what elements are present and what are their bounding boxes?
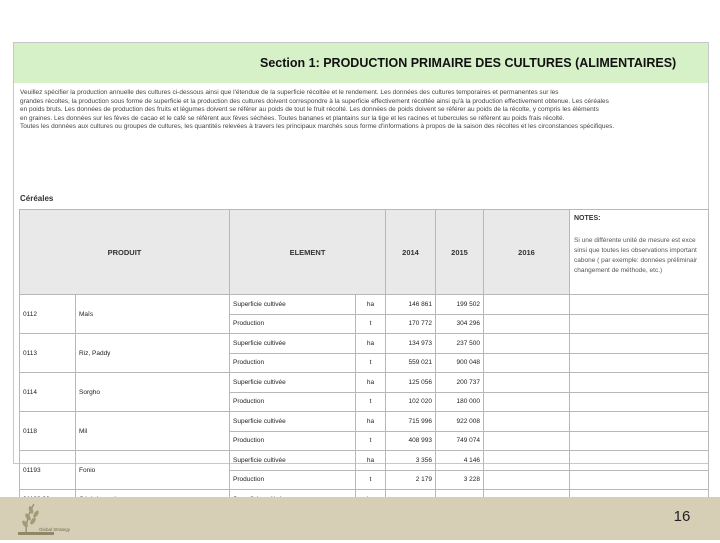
note-cell[interactable] — [570, 470, 709, 490]
note-cell[interactable] — [570, 373, 709, 393]
note-cell[interactable] — [570, 412, 709, 432]
product-name-cell: Maïs — [76, 295, 230, 334]
note-cell[interactable] — [570, 392, 709, 412]
production-table — [19, 209, 709, 510]
value-2016-cell[interactable] — [484, 470, 570, 490]
intro-line: Toutes les données aux cultures ou groupes de cultures, les quantités relevées à travers les principaux marchés sous forme d'informations à propos de la saison des récoltes et les circonstances spécifiques. — [20, 123, 615, 131]
product-code-cell: 0114 — [20, 373, 76, 412]
note-cell[interactable] — [570, 353, 709, 373]
value-2015-cell[interactable]: 200 737 — [436, 373, 484, 393]
element-cell[interactable]: Superficie cultivée — [230, 334, 356, 354]
element-cell[interactable]: Production — [230, 314, 356, 334]
intro-line: Veuillez spécifier la production annuelle des cultures ci-dessous ainsi que l'étendue de la superficie récoltée et le rendement. Les données des cultures temporaires et permanentes sur les — [20, 89, 559, 96]
value-2015-cell[interactable]: 922 008 — [436, 412, 484, 432]
unit-cell[interactable]: ha — [356, 451, 386, 471]
product-name-cell: Mil — [76, 412, 230, 451]
header-element: ELEMENT — [230, 210, 386, 295]
value-2014-cell[interactable]: 408 993 — [386, 431, 436, 451]
note-cell[interactable] — [570, 295, 709, 315]
product-code-cell: 0113 — [20, 334, 76, 373]
category-title: Céréales — [20, 194, 54, 203]
value-2014-cell[interactable]: 2 179 — [386, 470, 436, 490]
unit-cell[interactable]: t — [356, 431, 386, 451]
value-2016-cell[interactable] — [484, 334, 570, 354]
value-2016-cell[interactable] — [484, 373, 570, 393]
header-product: PRODUIT — [20, 210, 230, 295]
value-2015-cell[interactable]: 3 228 — [436, 470, 484, 490]
footer-band — [0, 497, 720, 540]
unit-cell[interactable]: t — [356, 392, 386, 412]
value-2015-cell[interactable]: 237 500 — [436, 334, 484, 354]
intro-line: grandes récoltes, la production sous forme de superficie et la production des cultures doivent correspondre à la superficie effectivement récoltée ainsi qu'à la production effectivement obtenue. Les céréales — [20, 97, 609, 105]
value-2014-cell[interactable]: 715 996 — [386, 412, 436, 432]
element-cell[interactable]: Superficie cultivée — [230, 412, 356, 432]
element-cell[interactable]: Superficie cultivée — [230, 373, 356, 393]
value-2014-cell[interactable]: 146 861 — [386, 295, 436, 315]
table-row — [20, 412, 709, 432]
product-code-cell: 01193 — [20, 451, 76, 490]
value-2016-cell[interactable] — [484, 451, 570, 471]
note-cell[interactable] — [570, 334, 709, 354]
logo-caption: Global Strategy — [39, 527, 71, 532]
unit-cell[interactable]: ha — [356, 373, 386, 393]
page-number: 16 — [673, 508, 691, 525]
value-2015-cell[interactable]: 749 074 — [436, 431, 484, 451]
note-cell[interactable] — [570, 431, 709, 451]
unit-cell[interactable]: t — [356, 353, 386, 373]
section-header-band — [14, 43, 708, 83]
notes-text: Si une différente unité de mesure est exce sinsi que toutes les observations important cabone ( par exemple: données préliminair changement de méthode, etc.) — [574, 237, 698, 274]
note-cell[interactable] — [570, 314, 709, 334]
header-year-2016: 2016 — [484, 210, 570, 295]
product-code-cell: 0112 — [20, 295, 76, 334]
header-year-2015: 2015 — [436, 210, 484, 295]
unit-cell[interactable]: t — [356, 314, 386, 334]
header-year-2014: 2014 — [386, 210, 436, 295]
spreadsheet-page — [13, 42, 709, 484]
wheat-logo-icon — [12, 500, 71, 538]
table-row — [20, 451, 709, 471]
value-2014-cell[interactable]: 125 056 — [386, 373, 436, 393]
element-cell[interactable]: Superficie cultivée — [230, 295, 356, 315]
product-code-cell: 0118 — [20, 412, 76, 451]
unit-cell[interactable]: ha — [356, 334, 386, 354]
element-cell[interactable]: Production — [230, 353, 356, 373]
note-cell[interactable] — [570, 451, 709, 471]
value-2016-cell[interactable] — [484, 353, 570, 373]
value-2016-cell[interactable] — [484, 295, 570, 315]
value-2014-cell[interactable]: 559 021 — [386, 353, 436, 373]
table-row — [20, 334, 709, 354]
table-body — [20, 295, 709, 510]
intro-line: en graines. Les données sur les fèves de cacao et le café se réfèrent aux fèves séchées. Toutes bananes et plantains sur la tige et les racines et tubercules se réfèrent au poids frais récolté. — [20, 114, 565, 122]
value-2014-cell[interactable]: 170 772 — [386, 314, 436, 334]
value-2016-cell[interactable] — [484, 392, 570, 412]
product-name-cell: Riz, Paddy — [76, 334, 230, 373]
element-cell[interactable]: Production — [230, 470, 356, 490]
value-2015-cell[interactable]: 199 502 — [436, 295, 484, 315]
unit-cell[interactable]: ha — [356, 412, 386, 432]
value-2015-cell[interactable]: 180 000 — [436, 392, 484, 412]
value-2015-cell[interactable]: 4 146 — [436, 451, 484, 471]
table-row — [20, 295, 709, 315]
table-header-row — [20, 210, 709, 295]
product-name-cell: Fonio — [76, 451, 230, 490]
element-cell[interactable]: Production — [230, 431, 356, 451]
value-2016-cell[interactable] — [484, 314, 570, 334]
element-cell[interactable]: Superficie cultivée — [230, 451, 356, 471]
intro-instructions — [20, 89, 710, 187]
notes-title: NOTES: — [574, 215, 601, 222]
element-cell[interactable]: Production — [230, 392, 356, 412]
product-name-cell: Sorgho — [76, 373, 230, 412]
unit-cell[interactable]: ha — [356, 295, 386, 315]
value-2015-cell[interactable]: 304 296 — [436, 314, 484, 334]
value-2015-cell[interactable]: 900 048 — [436, 353, 484, 373]
header-notes — [570, 210, 709, 295]
value-2016-cell[interactable] — [484, 412, 570, 432]
value-2016-cell[interactable] — [484, 431, 570, 451]
section-title: Section 1: PRODUCTION PRIMAIRE DES CULTURES (ALIMENTAIRES) — [260, 56, 677, 70]
value-2014-cell[interactable]: 3 356 — [386, 451, 436, 471]
table-row — [20, 373, 709, 393]
unit-cell[interactable]: t — [356, 470, 386, 490]
value-2014-cell[interactable]: 134 973 — [386, 334, 436, 354]
value-2014-cell[interactable]: 102 020 — [386, 392, 436, 412]
intro-line: en poids bruts. Les données de production des fruits et légumes doivent se référer au poids de tout le fruit récolté. Les données de poids doivent se référer au poids de la récolte, y compris les éléments — [20, 106, 599, 114]
